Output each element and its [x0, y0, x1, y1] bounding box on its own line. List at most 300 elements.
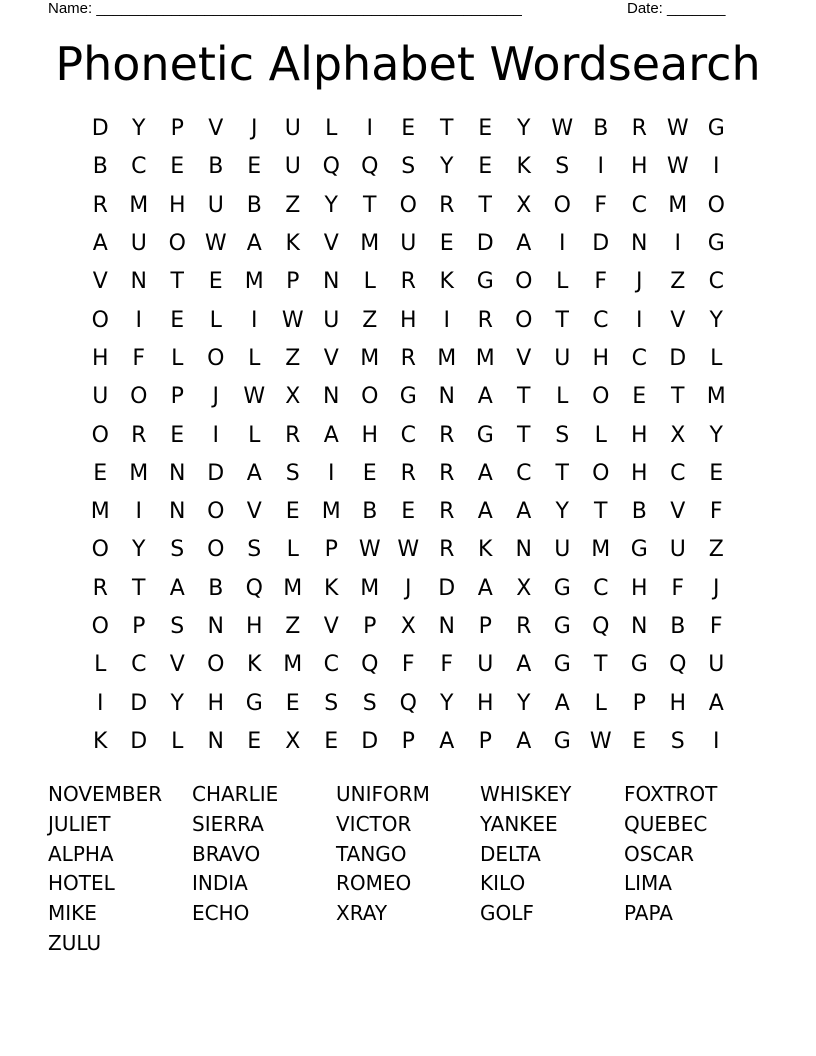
grid-letter: H: [399, 307, 417, 333]
grid-letter: F: [401, 652, 415, 678]
grid-letter: V: [208, 116, 224, 142]
grid-letter: U: [477, 652, 494, 678]
word-list-item: YANKEE: [480, 811, 558, 836]
grid-letter: H: [630, 154, 648, 180]
grid-letter: Y: [555, 499, 569, 525]
grid-letter: W: [666, 116, 689, 142]
grid-letter: F: [671, 575, 685, 601]
grid-letter: C: [131, 652, 147, 678]
grid-letter: O: [91, 307, 109, 333]
grid-letter: L: [248, 345, 261, 371]
grid-letter: M: [706, 384, 726, 410]
word-list: [48, 780, 768, 959]
grid-letter: Y: [709, 422, 723, 448]
grid-letter: I: [559, 231, 566, 257]
grid-letter: C: [323, 652, 339, 678]
grid-letter: E: [208, 269, 223, 295]
grid-letter: E: [632, 728, 647, 754]
grid-letter: O: [592, 460, 610, 486]
grid-letter: D: [592, 231, 610, 257]
grid-letter: R: [631, 116, 647, 142]
grid-letter: U: [708, 652, 725, 678]
grid-letter: K: [478, 537, 493, 563]
grid-letter: B: [92, 154, 108, 180]
grid-letter: M: [129, 192, 149, 218]
grid-letter: V: [516, 345, 532, 371]
grid-letter: H: [91, 345, 109, 371]
grid-letter: L: [94, 652, 107, 678]
grid-letter: H: [592, 345, 610, 371]
grid-letter: X: [670, 422, 686, 448]
grid-letter: A: [323, 422, 339, 448]
grid-letter: P: [363, 614, 377, 639]
grid-letter: Z: [285, 614, 301, 639]
grid-letter: V: [92, 269, 108, 295]
word-list-item: KILO: [480, 871, 526, 896]
grid-letter: G: [630, 652, 648, 678]
grid-letter: R: [285, 422, 301, 448]
grid-letter: N: [515, 537, 532, 563]
grid-letter: B: [246, 192, 262, 218]
grid-letter: S: [401, 154, 416, 180]
grid-letter: A: [708, 690, 724, 716]
grid-letter: G: [476, 269, 494, 295]
grid-letter: E: [709, 460, 724, 486]
grid-letter: H: [207, 690, 225, 716]
grid-letter: O: [207, 499, 225, 525]
word-list-item: GOLF: [480, 901, 534, 926]
grid-letter: T: [555, 307, 569, 333]
grid-letter: U: [130, 231, 147, 257]
grid-letter: B: [631, 499, 647, 525]
grid-letter: H: [630, 460, 648, 486]
grid-letter: T: [594, 499, 608, 525]
word-list-item: XRAY: [336, 901, 388, 926]
grid-letter: T: [478, 192, 492, 218]
grid-letter: A: [477, 575, 493, 601]
grid-letter: L: [171, 728, 184, 754]
grid-letter: D: [91, 116, 109, 142]
word-list-item: OSCAR: [624, 841, 694, 866]
grid-letter: L: [171, 345, 184, 371]
grid-letter: O: [553, 192, 571, 218]
grid-letter: J: [405, 575, 412, 601]
grid-letter: G: [707, 116, 725, 142]
grid-letter: I: [597, 154, 604, 180]
word-list-item: JULIET: [48, 811, 111, 836]
grid-letter: R: [131, 422, 147, 448]
grid-letter: O: [207, 652, 225, 678]
grid-letter: J: [636, 269, 643, 295]
grid-letter: O: [399, 192, 417, 218]
grid-letter: I: [212, 422, 219, 448]
grid-letter: L: [710, 345, 723, 371]
grid-letter: Q: [322, 154, 340, 180]
grid-letter: A: [516, 231, 532, 257]
word-list-item: WHISKEY: [480, 782, 572, 806]
grid-letter: L: [363, 269, 376, 295]
grid-letter: T: [555, 460, 569, 486]
grid-letter: O: [91, 614, 109, 639]
grid-letter: E: [478, 116, 493, 142]
word-list-item: ZULU: [48, 930, 102, 955]
grid-letter: I: [135, 307, 142, 333]
grid-letter: M: [437, 345, 457, 371]
grid-letter: A: [516, 728, 532, 754]
grid-letter: V: [246, 499, 262, 525]
date-blank: _______: [667, 0, 726, 17]
grid-letter: C: [516, 460, 532, 486]
grid-letter: C: [593, 307, 609, 333]
grid-letter: B: [362, 499, 378, 525]
word-list-item: MIKE: [48, 901, 97, 926]
grid-letter: T: [594, 652, 608, 678]
grid-letter: Y: [132, 116, 146, 142]
grid-letter: I: [135, 499, 142, 525]
grid-letter: G: [476, 422, 494, 448]
grid-letter: J: [713, 575, 720, 601]
grid-letter: D: [130, 728, 148, 754]
grid-letter: E: [401, 116, 416, 142]
grid-letter: A: [516, 499, 532, 525]
grid-letter: U: [554, 345, 571, 371]
grid-letter: E: [439, 231, 454, 257]
word-list-item: PAPA: [624, 901, 673, 926]
grid-letter: S: [555, 154, 570, 180]
word-list-item: SIERRA: [192, 811, 264, 836]
grid-letter: L: [556, 384, 569, 410]
grid-letter: G: [707, 231, 725, 257]
grid-letter: Q: [669, 652, 687, 678]
grid-letter: O: [515, 269, 533, 295]
grid-letter: F: [594, 269, 608, 295]
grid-letter: U: [323, 307, 340, 333]
grid-letter: P: [324, 537, 338, 563]
grid-letter: G: [630, 537, 648, 563]
grid-letter: P: [478, 728, 492, 754]
grid-letter: I: [366, 116, 373, 142]
grid-letter: L: [286, 537, 299, 563]
grid-letter: K: [93, 728, 108, 754]
grid-letter: E: [285, 690, 300, 716]
grid-letter: O: [207, 537, 225, 563]
grid-letter: E: [170, 422, 185, 448]
grid-letter: T: [517, 422, 531, 448]
grid-letter: O: [592, 384, 610, 410]
grid-letter: S: [170, 537, 185, 563]
grid-letter: I: [674, 231, 681, 257]
grid-letter: H: [476, 690, 494, 716]
name-field: [48, 0, 522, 17]
grid-letter: Q: [592, 614, 610, 639]
word-list-item: CHARLIE: [192, 782, 279, 806]
grid-letter: T: [363, 192, 377, 218]
grid-letter: S: [362, 690, 377, 716]
grid-letter: G: [553, 652, 571, 678]
grid-letter: H: [361, 422, 379, 448]
word-list-item: NOVEMBER: [48, 782, 163, 806]
grid-letter: R: [400, 269, 416, 295]
grid-letter: O: [91, 537, 109, 563]
word-list-item: INDIA: [192, 871, 248, 896]
grid-letter: L: [325, 116, 338, 142]
page-title: Phonetic Alphabet Wordsearch: [55, 37, 761, 91]
grid-letter: N: [169, 460, 186, 486]
grid-letter: J: [212, 384, 219, 410]
grid-letter: M: [244, 269, 264, 295]
grid-letter: N: [438, 614, 455, 639]
grid-letter: P: [632, 690, 646, 716]
grid-letter: I: [443, 307, 450, 333]
grid-letter: M: [360, 231, 380, 257]
grid-letter: S: [247, 537, 262, 563]
word-list-item: ALPHA: [48, 841, 114, 866]
grid-letter: T: [132, 575, 146, 601]
grid-letter: R: [400, 460, 416, 486]
grid-letter: H: [630, 575, 648, 601]
grid-letter: I: [636, 307, 643, 333]
grid-letter: R: [439, 460, 455, 486]
grid-letter: V: [670, 307, 686, 333]
grid-letter: R: [439, 537, 455, 563]
grid-letter: O: [207, 345, 225, 371]
grid-letter: M: [321, 499, 341, 525]
grid-letter: F: [132, 345, 146, 371]
grid-letter: G: [399, 384, 417, 410]
grid-letter: N: [207, 728, 224, 754]
grid-letter: M: [283, 652, 303, 678]
grid-letter: W: [281, 307, 304, 333]
grid-letter: A: [477, 460, 493, 486]
grid-letter: F: [594, 192, 608, 218]
grid-letter: R: [439, 499, 455, 525]
grid-letter: K: [516, 154, 531, 180]
grid-letter: L: [209, 307, 222, 333]
grid-letter: T: [440, 116, 454, 142]
grid-letter: M: [90, 499, 110, 525]
grid-letter: A: [246, 460, 262, 486]
word-list-item: QUEBEC: [624, 811, 708, 836]
grid-letter: M: [591, 537, 611, 563]
grid-letter: V: [169, 652, 185, 678]
grid-letter: E: [362, 460, 377, 486]
grid-letter: W: [666, 154, 689, 180]
grid-letter: E: [247, 728, 262, 754]
grid-letter: E: [93, 460, 108, 486]
grid-letter: O: [707, 192, 725, 218]
grid-letter: D: [669, 345, 687, 371]
grid-letter: Y: [132, 537, 146, 563]
grid-letter: X: [516, 575, 532, 601]
grid-letter: J: [251, 116, 258, 142]
grid-letter: X: [400, 614, 416, 639]
date-field: [627, 0, 725, 17]
grid-letter: W: [243, 384, 266, 410]
grid-letter: R: [92, 192, 108, 218]
grid-letter: O: [168, 231, 186, 257]
grid-letter: B: [208, 575, 224, 601]
grid-letter: V: [323, 345, 339, 371]
letter-grid: [81, 110, 736, 761]
grid-letter: Z: [670, 269, 686, 295]
word-list-item: DELTA: [480, 841, 541, 866]
grid-letter: P: [478, 614, 492, 639]
grid-letter: O: [515, 307, 533, 333]
grid-letter: E: [170, 154, 185, 180]
grid-letter: S: [555, 422, 570, 448]
grid-letter: A: [92, 231, 108, 257]
grid-letter: Y: [517, 690, 531, 716]
grid-letter: H: [168, 192, 186, 218]
grid-letter: Y: [170, 690, 184, 716]
grid-letter: C: [631, 192, 647, 218]
grid-letter: L: [594, 422, 607, 448]
grid-letter: M: [360, 575, 380, 601]
grid-letter: P: [170, 384, 184, 410]
grid-letter: D: [207, 460, 225, 486]
grid-letter: Z: [708, 537, 724, 563]
grid-letter: B: [670, 614, 686, 639]
grid-letter: N: [438, 384, 455, 410]
grid-letter: I: [97, 690, 104, 716]
date-label: Date:: [627, 0, 663, 17]
grid-letter: R: [400, 345, 416, 371]
grid-letter: A: [516, 652, 532, 678]
grid-letter: I: [713, 154, 720, 180]
grid-letter: F: [709, 499, 723, 525]
grid-letter: T: [671, 384, 685, 410]
grid-letter: N: [130, 269, 147, 295]
grid-letter: E: [247, 154, 262, 180]
grid-letter: Z: [362, 307, 378, 333]
grid-letter: L: [248, 422, 261, 448]
word-list-item: FOXTROT: [624, 782, 718, 806]
grid-letter: Q: [361, 154, 379, 180]
grid-letter: E: [285, 499, 300, 525]
grid-letter: X: [516, 192, 532, 218]
grid-letter: P: [286, 269, 300, 295]
grid-letter: E: [478, 154, 493, 180]
grid-letter: U: [92, 384, 109, 410]
grid-letter: O: [130, 384, 148, 410]
grid-letter: N: [323, 269, 340, 295]
grid-letter: D: [130, 690, 148, 716]
grid-letter: Y: [324, 192, 338, 218]
grid-letter: W: [589, 728, 612, 754]
grid-letter: N: [631, 231, 648, 257]
word-list-item: ECHO: [192, 901, 250, 926]
grid-letter: H: [669, 690, 687, 716]
grid-letter: E: [170, 307, 185, 333]
grid-letter: W: [358, 537, 381, 563]
grid-letter: K: [439, 269, 454, 295]
grid-letter: G: [553, 728, 571, 754]
grid-letter: L: [556, 269, 569, 295]
grid-letter: C: [631, 345, 647, 371]
grid-letter: S: [324, 690, 339, 716]
grid-letter: U: [207, 192, 224, 218]
word-list-item: ROMEO: [336, 871, 412, 896]
grid-letter: B: [208, 154, 224, 180]
word-list-item: TANGO: [336, 841, 407, 866]
grid-letter: H: [630, 422, 648, 448]
grid-letter: G: [553, 614, 571, 639]
grid-letter: Z: [285, 192, 301, 218]
grid-letter: K: [324, 575, 339, 601]
grid-letter: F: [440, 652, 454, 678]
grid-letter: R: [439, 192, 455, 218]
grid-letter: A: [477, 384, 493, 410]
worksheet-header: [48, 0, 740, 20]
word-list-item: LIMA: [624, 871, 672, 896]
grid-letter: P: [170, 116, 184, 142]
grid-letter: K: [285, 231, 300, 257]
grid-letter: E: [324, 728, 339, 754]
grid-letter: M: [360, 345, 380, 371]
grid-letter: K: [247, 652, 262, 678]
grid-letter: C: [400, 422, 416, 448]
grid-letter: M: [283, 575, 303, 601]
grid-letter: X: [285, 728, 301, 754]
grid-letter: O: [361, 384, 379, 410]
grid-letter: U: [284, 154, 301, 180]
grid-letter: M: [129, 460, 149, 486]
grid-letter: B: [593, 116, 609, 142]
grid-letter: E: [632, 384, 647, 410]
grid-letter: P: [401, 728, 415, 754]
grid-letter: G: [245, 690, 263, 716]
grid-letter: R: [477, 307, 493, 333]
grid-letter: C: [593, 575, 609, 601]
grid-letter: S: [670, 728, 685, 754]
grid-letter: O: [91, 422, 109, 448]
word-list-item: UNIFORM: [336, 782, 430, 806]
grid-letter: Q: [245, 575, 263, 601]
grid-letter: V: [323, 614, 339, 639]
grid-letter: D: [361, 728, 379, 754]
grid-letter: Y: [709, 307, 723, 333]
grid-letter: N: [169, 499, 186, 525]
grid-letter: H: [245, 614, 263, 639]
grid-letter: A: [246, 231, 262, 257]
grid-letter: F: [709, 614, 723, 639]
grid-letter: I: [713, 728, 720, 754]
grid-letter: W: [551, 116, 574, 142]
grid-letter: U: [284, 116, 301, 142]
grid-letter: I: [251, 307, 258, 333]
grid-letter: R: [92, 575, 108, 601]
grid-letter: A: [439, 728, 455, 754]
grid-letter: E: [401, 499, 416, 525]
grid-letter: I: [328, 460, 335, 486]
name-blank: ___________________________________________________: [96, 0, 522, 17]
word-list-item: BRAVO: [192, 841, 261, 866]
grid-letter: A: [554, 690, 570, 716]
grid-letter: C: [670, 460, 686, 486]
grid-letter: A: [169, 575, 185, 601]
grid-letter: Q: [361, 652, 379, 678]
grid-letter: T: [517, 384, 531, 410]
grid-letter: R: [516, 614, 532, 639]
grid-letter: S: [170, 614, 185, 639]
grid-letter: P: [132, 614, 146, 639]
grid-letter: V: [670, 499, 686, 525]
grid-letter: S: [285, 460, 300, 486]
grid-letter: Y: [440, 154, 454, 180]
grid-letter: M: [668, 192, 688, 218]
grid-letter: A: [477, 499, 493, 525]
word-list-item: HOTEL: [48, 871, 115, 896]
